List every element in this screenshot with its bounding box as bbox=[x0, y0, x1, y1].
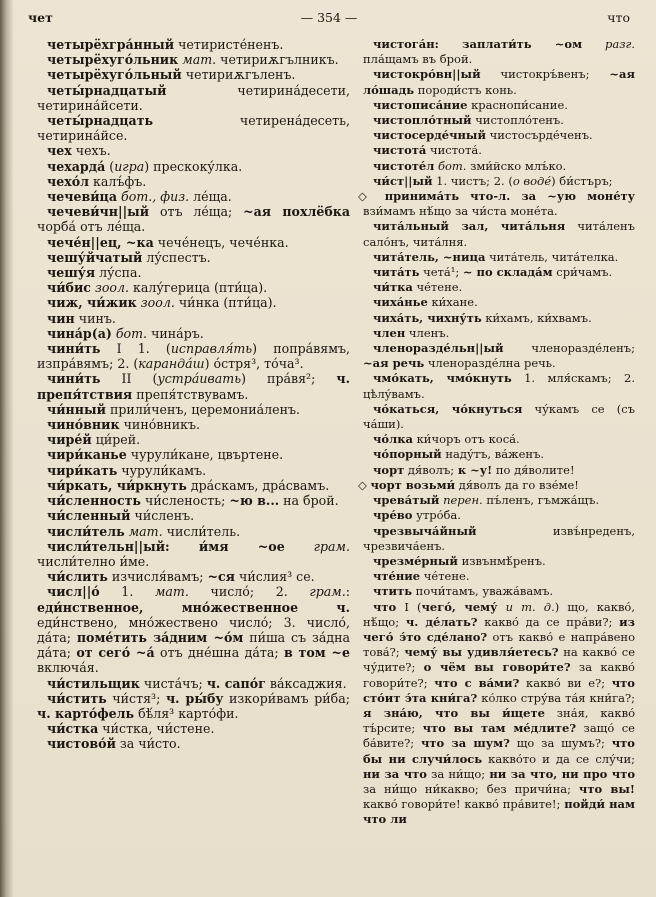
dictionary-entry bbox=[363, 569, 635, 584]
bulgarian-text: отъ какво́ е напра́вено това́?; bbox=[363, 629, 635, 660]
russian-term: чо́каться, чо́кнуться bbox=[373, 401, 523, 416]
bulgarian-text: чистопло́тенъ. bbox=[471, 113, 564, 128]
russian-term: что вы там ме́длите? bbox=[422, 721, 577, 736]
russian-term: чешу́я bbox=[47, 265, 96, 281]
dictionary-entry bbox=[37, 569, 350, 584]
bulgarian-text: защо́ се ба́вите?; bbox=[363, 721, 635, 751]
bulgarian-text: четиристе́ненъ. bbox=[174, 37, 284, 52]
dictionary-entry bbox=[37, 295, 350, 310]
dictionary-entry bbox=[37, 235, 350, 250]
dictionary-entry bbox=[37, 189, 350, 204]
russian-term: поме́тить за́дним ~о́м bbox=[76, 629, 244, 645]
running-head-right: что bbox=[607, 10, 630, 25]
usage-label: игра bbox=[114, 158, 145, 174]
dictionary-entry bbox=[37, 265, 350, 280]
dictionary-entry bbox=[363, 219, 635, 249]
russian-term: еди́нственное, мно́жественное ч. bbox=[37, 599, 350, 615]
bulgarian-text: чинъ. bbox=[74, 310, 116, 326]
dictionary-entry bbox=[37, 463, 350, 478]
russian-term: числи́тель bbox=[47, 523, 125, 539]
russian-term: четырёхуго́льный bbox=[47, 67, 182, 83]
bulgarian-text: чи́стка, чи́стене. bbox=[98, 721, 215, 737]
usage-label: о воде́ bbox=[512, 173, 552, 188]
bulgarian-text: ( bbox=[105, 158, 115, 174]
bulgarian-text: ) що, какво́, нѣ́що; bbox=[363, 599, 636, 629]
bulgarian-text: членоразде́ленъ; bbox=[503, 341, 635, 356]
russian-term: чечеви́ца bbox=[47, 189, 118, 205]
russian-term: ~ая речь bbox=[363, 356, 425, 371]
dictionary-entry bbox=[363, 37, 635, 67]
bulgarian-text: зми́йско млъ́ко. bbox=[466, 158, 567, 173]
russian-term: ~ю в... bbox=[229, 493, 280, 509]
russian-term: чире́й bbox=[47, 432, 92, 448]
russian-term: что вы! bbox=[578, 781, 635, 796]
dictionary-entry bbox=[363, 113, 635, 128]
russian-term: член bbox=[373, 325, 406, 340]
usage-label: грам. bbox=[313, 538, 350, 554]
bulgarian-text: калъ́фъ. bbox=[89, 173, 147, 189]
dictionary-entry bbox=[363, 280, 635, 295]
dictionary-entry bbox=[37, 113, 350, 143]
dictionary-entry bbox=[37, 143, 350, 158]
russian-term: от сего́ ~а́ bbox=[76, 645, 155, 661]
dictionary-entry bbox=[363, 159, 635, 174]
russian-term: что bbox=[373, 599, 397, 614]
bulgarian-text: I ( bbox=[396, 599, 422, 614]
russian-term: числи́тельн||ый: и́мя ~ое bbox=[47, 538, 285, 554]
bulgarian-text: какво́то и да се слу́чи; bbox=[482, 751, 635, 766]
dictionary-entry bbox=[363, 174, 635, 189]
bulgarian-text: ки́чоръ отъ коса́. bbox=[412, 432, 520, 447]
russian-term: ~ по склада́м bbox=[462, 265, 553, 280]
dictionary-entry bbox=[363, 265, 635, 280]
russian-term: чини́ть bbox=[47, 371, 101, 387]
bulgarian-text: че́тене. bbox=[420, 569, 470, 584]
bulgarian-text: за ни́що ни́какво; без причи́на; bbox=[363, 781, 579, 796]
russian-term: ч. препя́тствия bbox=[37, 371, 350, 402]
bulgarian-text bbox=[285, 539, 314, 554]
bulgarian-text: чурули́камъ. bbox=[117, 462, 207, 478]
dictionary-entry bbox=[363, 371, 635, 401]
dictionary-entry bbox=[363, 447, 635, 462]
dictionary-entry bbox=[37, 83, 350, 113]
dictionary-entry bbox=[363, 128, 635, 143]
russian-term: чистота́ bbox=[373, 143, 427, 158]
bulgarian-text: ) пра́вя²; bbox=[241, 371, 337, 387]
bulgarian-text: дя́волъ да го взе́ме! bbox=[455, 477, 579, 492]
bulgarian-text: числи́тель. bbox=[162, 523, 241, 539]
dictionary-entry bbox=[363, 584, 635, 599]
bulgarian-text: краснопи́сание. bbox=[467, 97, 568, 112]
bulgarian-text: : bbox=[345, 584, 350, 600]
dictionary-entry bbox=[363, 432, 635, 447]
russian-term: чиха́ть, чихну́ть bbox=[373, 310, 482, 325]
bulgarian-text: лу́спестъ. bbox=[142, 249, 211, 265]
bulgarian-text: за чи́сто. bbox=[115, 736, 181, 752]
bulgarian-text: наду́тъ, ва́женъ. bbox=[441, 447, 545, 462]
russian-term: чи́слить bbox=[47, 569, 108, 585]
bulgarian-text: по дя́волите! bbox=[492, 462, 575, 477]
bulgarian-text bbox=[374, 189, 385, 203]
dictionary-entry bbox=[363, 524, 635, 554]
bulgarian-text: на брой. bbox=[279, 493, 339, 509]
bulgarian-text: взи́мамъ нѣ́що за чи́ста моне́та. bbox=[363, 204, 558, 219]
bulgarian-text: чи́нка (пти́ца). bbox=[174, 295, 277, 311]
bulgarian-text: какво́ говори́те! какво́ пра́вите!; bbox=[363, 797, 565, 812]
dictionary-entry bbox=[37, 584, 350, 675]
bulgarian-text: дра́скамъ, дра́свамъ. bbox=[186, 477, 330, 493]
russian-term: чистокро́вн||ый bbox=[373, 67, 481, 82]
russian-term: чи́стка bbox=[47, 721, 99, 737]
bulgarian-text: чече́нецъ, чече́нка. bbox=[153, 234, 289, 250]
bulgarian-text: препя́тствувамъ. bbox=[132, 386, 249, 402]
russian-term: четырёхгра́нный bbox=[47, 37, 175, 52]
russian-term: чи́ст||ый bbox=[373, 173, 433, 188]
usage-label: бот. bbox=[437, 158, 467, 173]
bulgarian-text: какво́ да се пра́ви?; bbox=[477, 614, 620, 629]
bulgarian-text: число́; 2. bbox=[188, 584, 310, 600]
russian-term: ~ся bbox=[207, 569, 235, 585]
bulgarian-text: включа́я. bbox=[37, 660, 99, 676]
bulgarian-text: утро́ба. bbox=[412, 508, 461, 523]
bulgarian-text: чурули́кане, цвъртене. bbox=[126, 447, 284, 463]
bulgarian-text: ки́хане. bbox=[427, 295, 478, 310]
bulgarian-text: чистота́. bbox=[426, 143, 482, 158]
bulgarian-text: членъ. bbox=[405, 325, 450, 340]
dictionary-entry bbox=[37, 478, 350, 493]
bulgarian-text: сри́чамъ. bbox=[552, 265, 613, 280]
russian-term: четырёхуго́льник bbox=[47, 52, 179, 68]
dictionary-entry bbox=[37, 159, 350, 174]
dictionary-entry bbox=[37, 524, 350, 539]
russian-term: чрева́тый bbox=[373, 493, 440, 508]
bulgarian-text: калу́герица (пти́ца). bbox=[129, 280, 268, 296]
usage-label: бот. bbox=[115, 325, 148, 341]
dictionary-entry bbox=[37, 280, 350, 295]
russian-term: чмо́кать, чмо́кнуть bbox=[373, 371, 512, 386]
russian-term: принима́ть что-л. за ~ую моне́ту bbox=[384, 189, 635, 204]
russian-term: чистога́н: заплати́ть ~ом bbox=[373, 37, 583, 51]
page-number: — 354 — bbox=[300, 10, 358, 25]
russian-term: чи́тка bbox=[373, 280, 413, 295]
russian-term: членоразде́льн||ый bbox=[373, 341, 504, 356]
usage-label: исправля́ть bbox=[170, 341, 253, 357]
bulgarian-text: чи́слия³ се. bbox=[234, 569, 315, 585]
bulgarian-text: чу́камъ се (съ ча́ши). bbox=[363, 401, 635, 432]
russian-term: к ~у! bbox=[457, 462, 493, 477]
left-column bbox=[37, 37, 350, 893]
bulgarian-text: чи́сленъ. bbox=[130, 508, 195, 524]
dictionary-entry bbox=[37, 311, 350, 326]
dictionary-entry bbox=[37, 676, 350, 691]
bulgarian-text: 1. мля́скамъ; 2. цѣлу́вамъ. bbox=[363, 371, 635, 401]
bulgarian-text: какво́ ви е?; bbox=[519, 675, 612, 690]
russian-term: что сто́ит э́та кни́га? bbox=[363, 675, 635, 705]
running-head-left: чет bbox=[28, 10, 53, 25]
bulgarian-text: ) попра́вямъ, изпра́вямъ; 2. ( bbox=[37, 341, 350, 372]
bulgarian-text: числи́телно и́ме. bbox=[37, 553, 150, 569]
russian-term: чино́вник bbox=[47, 417, 120, 433]
bulgarian-text: ) прескоку́лка. bbox=[144, 158, 243, 174]
bulgarian-text: изкори́вамъ ри́ба; bbox=[223, 690, 351, 706]
russian-term: чиха́нье bbox=[373, 295, 428, 310]
dictionary-entry bbox=[363, 295, 635, 310]
bulgarian-text: чита́ленъ сало́нъ, чита́лня. bbox=[363, 219, 635, 249]
russian-term: чре́во bbox=[373, 508, 413, 523]
idiom-marker: ◇ bbox=[358, 189, 374, 204]
usage-label: зоол. bbox=[94, 280, 130, 296]
russian-term: числ||о́ bbox=[47, 584, 100, 600]
dictionary-entry bbox=[37, 447, 350, 462]
russian-term: пойди́ нам что ли bbox=[363, 797, 635, 827]
bulgarian-text: пла́щамъ въ брой. bbox=[363, 52, 473, 67]
russian-term: чи́сленность bbox=[47, 493, 141, 509]
russian-term: я зна́ю, что вы и́щете bbox=[363, 705, 545, 720]
bulgarian-text: II ( bbox=[100, 371, 158, 387]
dictionary-entry bbox=[363, 326, 635, 341]
russian-term: чешу́йчатый bbox=[47, 249, 143, 265]
bulgarian-text bbox=[497, 600, 505, 614]
russian-term: чи́стильщик bbox=[47, 675, 140, 691]
dictionary-entry bbox=[37, 326, 350, 341]
russian-term: ни за что, ни про что bbox=[489, 766, 635, 781]
dictionary-entry bbox=[363, 554, 635, 569]
russian-term: чистосерде́чный bbox=[373, 128, 486, 143]
usage-label: устра́ивать bbox=[157, 371, 242, 387]
bulgarian-text: 1. bbox=[99, 584, 155, 600]
russian-term: чи́ркать, чи́ркнуть bbox=[47, 477, 187, 493]
russian-term: чехарда́ bbox=[47, 158, 106, 174]
dictionary-entry bbox=[363, 508, 635, 523]
russian-term: чи́бис bbox=[47, 280, 91, 296]
bulgarian-text: чита́тель, чита́телка. bbox=[485, 249, 619, 264]
usage-label: мат. bbox=[182, 52, 217, 68]
page-header bbox=[28, 9, 630, 27]
russian-term: в том ~е bbox=[283, 645, 350, 661]
dictionary-entry bbox=[37, 174, 350, 189]
dictionary-entry bbox=[37, 721, 350, 736]
bulgarian-text: чи́сленость; bbox=[140, 493, 230, 509]
dictionary-entry bbox=[363, 67, 635, 97]
russian-term: четы́рнадцать bbox=[47, 113, 154, 129]
usage-label: разг. bbox=[605, 37, 635, 51]
bulgarian-text: четириѫгъленъ. bbox=[181, 67, 296, 83]
usage-label: и т. д. bbox=[505, 599, 555, 614]
dictionary-entry bbox=[363, 600, 635, 828]
bulgarian-text: ва́ксаджия. bbox=[265, 675, 347, 691]
russian-term: чистово́й bbox=[47, 736, 116, 752]
dictionary-entry bbox=[37, 508, 350, 523]
russian-term: ч. сапо́г bbox=[206, 675, 266, 691]
bulgarian-text: отъ ле́ща; bbox=[149, 204, 244, 220]
bulgarian-text: чета́¹; bbox=[419, 265, 463, 280]
bulgarian-text: чи́стя³; bbox=[106, 690, 166, 706]
russian-term: чи́нный bbox=[47, 401, 106, 417]
dictionary-entry bbox=[37, 691, 350, 721]
dictionary-entry bbox=[37, 341, 350, 371]
russian-term: чири́канье bbox=[47, 447, 127, 463]
dictionary-entry bbox=[363, 463, 635, 478]
dictionary-entry bbox=[37, 493, 350, 508]
dictionary-entry bbox=[363, 493, 635, 508]
bulgarian-text: на какво́ се чу́дите?; bbox=[363, 645, 635, 675]
bulgarian-text: ки́хамъ, ки́хвамъ. bbox=[481, 310, 592, 325]
dictionary-entry bbox=[363, 402, 635, 432]
dictionary-entry bbox=[37, 371, 350, 401]
russian-term: чрезме́рный bbox=[373, 553, 458, 568]
bulgarian-text: членоразде́лна речь. bbox=[424, 356, 556, 371]
bulgarian-text: лу́спа. bbox=[95, 265, 142, 281]
bulgarian-text: ци́рей. bbox=[91, 432, 141, 448]
russian-term: о чём вы говори́те? bbox=[423, 660, 571, 675]
russian-term: чо́порный bbox=[373, 447, 442, 462]
russian-term: чего́, чему́ bbox=[421, 599, 498, 614]
bulgarian-text: извъ́нреденъ, чрезвича́енъ. bbox=[363, 523, 635, 553]
russian-term: ~ая ло́шадь bbox=[363, 67, 635, 97]
bulgarian-text: за какво́ говори́те?; bbox=[363, 660, 635, 690]
bulgarian-text: чехъ. bbox=[71, 143, 111, 159]
bulgarian-text: чино́вникъ. bbox=[119, 417, 201, 433]
russian-term: чита́льный зал, чита́льня bbox=[373, 219, 566, 234]
bulgarian-text: чиста́чъ; bbox=[139, 675, 207, 691]
russian-term: чрезвыча́йный bbox=[373, 523, 477, 538]
bulgarian-text: изчисля́вамъ; bbox=[107, 569, 208, 585]
dictionary-entry bbox=[37, 402, 350, 417]
russian-term: чте́ние bbox=[373, 569, 421, 584]
bulgarian-text: зна́я, какво́ тъ́рсите; bbox=[363, 705, 635, 736]
dictionary-entry bbox=[37, 52, 350, 67]
russian-term: ~ая похлёбка bbox=[243, 204, 350, 220]
bulgarian-text: чина́ръ. bbox=[147, 325, 204, 341]
bulgarian-text: еди́нствено, мно́жествено число́; 3. число́, да́та; bbox=[37, 614, 350, 645]
idiom-marker: ◇ bbox=[358, 477, 367, 492]
russian-term: чита́ть bbox=[373, 265, 420, 280]
dictionary-entry bbox=[363, 311, 635, 326]
bulgarian-text: ко́лко стру́ва та́я кни́га?; bbox=[477, 690, 635, 705]
dictionary-entry bbox=[363, 341, 635, 371]
russian-term: что за шум? bbox=[420, 736, 510, 751]
russian-term: чи́сленный bbox=[47, 508, 131, 524]
russian-term: чири́кать bbox=[47, 462, 118, 478]
dictionary-entry bbox=[363, 143, 635, 158]
dictionary-entry bbox=[37, 539, 350, 569]
page-binding-shadow bbox=[0, 0, 14, 897]
dictionary-entry bbox=[37, 250, 350, 265]
bulgarian-text: I 1. ( bbox=[100, 341, 171, 357]
russian-term: чистописа́ние bbox=[373, 97, 468, 112]
bulgarian-text: отъ дне́шна да́та; bbox=[154, 645, 284, 661]
bulgarian-text: ) би́стъръ; bbox=[551, 173, 613, 188]
bulgarian-text: 1. чистъ; 2. ( bbox=[432, 173, 513, 188]
russian-term: чита́тель, ~ница bbox=[373, 249, 486, 264]
dictionary-entry bbox=[37, 432, 350, 447]
usage-label: мат. bbox=[128, 523, 163, 539]
idiom-entry bbox=[358, 189, 635, 219]
russian-term: ч. карто́фель bbox=[37, 705, 135, 721]
bulgarian-text: почи́тамъ, уважа́вамъ. bbox=[412, 584, 554, 599]
usage-label: грам. bbox=[309, 584, 346, 600]
dictionary-entry bbox=[37, 417, 350, 432]
russian-term: четы́рнадцатый bbox=[47, 82, 167, 98]
bulgarian-text: извънмѣ́ренъ. bbox=[457, 553, 546, 568]
dictionary-entry bbox=[363, 250, 635, 265]
usage-label: перен. bbox=[443, 493, 483, 508]
dictionary-entry bbox=[37, 204, 350, 234]
bulgarian-text: бѣ́ля³ карто́фи. bbox=[134, 705, 239, 721]
russian-term: ч. де́лать? bbox=[405, 614, 478, 629]
bulgarian-text: четириѫгълникъ. bbox=[216, 52, 339, 68]
bulgarian-text: що за шумъ?; bbox=[509, 736, 612, 751]
russian-term: ч. ры́бу bbox=[165, 690, 224, 706]
bulgarian-text: породи́стъ конь. bbox=[414, 82, 517, 97]
usage-label: каранда́ш bbox=[138, 356, 205, 372]
russian-term: чин bbox=[47, 310, 75, 326]
russian-term: чо́лка bbox=[373, 432, 413, 447]
bulgarian-text: ) о́стря³, то́ча³. bbox=[204, 356, 304, 372]
dictionary-entry bbox=[37, 37, 350, 52]
idiom-entry bbox=[358, 477, 635, 493]
russian-term: чи́стить bbox=[47, 690, 107, 706]
russian-term: что с ва́ми? bbox=[434, 675, 520, 690]
dictionary-entry bbox=[363, 98, 635, 113]
russian-term: чини́ть bbox=[47, 341, 101, 357]
russian-term: ни за что bbox=[363, 766, 427, 781]
usage-label: бот., физ. bbox=[121, 189, 190, 205]
russian-term: чорт bbox=[373, 462, 405, 477]
bulgarian-text: четирина́десети, четирина́йсети. bbox=[37, 82, 350, 113]
bulgarian-text: чорба́ отъ ле́ща. bbox=[37, 219, 146, 235]
usage-label: мат. bbox=[154, 584, 189, 600]
bulgarian-text: за ни́що; bbox=[426, 766, 490, 781]
bulgarian-text: ле́ща. bbox=[189, 189, 232, 205]
russian-term: чистопло́тный bbox=[373, 113, 472, 128]
russian-term: чечеви́чн||ый bbox=[47, 204, 150, 220]
russian-term: чистоте́л bbox=[373, 158, 435, 173]
russian-term: чиж, чи́жик bbox=[47, 295, 137, 311]
bulgarian-text: прили́ченъ, церемониа́ленъ. bbox=[105, 401, 301, 417]
bulgarian-text: дя́волъ; bbox=[404, 462, 458, 477]
right-column bbox=[358, 37, 636, 893]
bulgarian-text: пъ́ленъ, гъмжа́щъ. bbox=[482, 493, 600, 508]
bulgarian-text: чистосърде́ченъ. bbox=[485, 128, 593, 143]
russian-term: что бы ни случи́лось bbox=[363, 736, 635, 766]
dictionary-entry bbox=[37, 736, 350, 751]
russian-term: чему́ вы удивля́етесь? bbox=[404, 645, 559, 660]
bulgarian-text: четирена́десеть, четирина́йсе. bbox=[37, 113, 350, 144]
russian-term: из чего́ э́то сде́лано? bbox=[363, 614, 635, 644]
bulgarian-text: пи́ша съ за́дна да́та; bbox=[37, 629, 350, 661]
bulgarian-text bbox=[582, 37, 605, 51]
russian-term: чорт возьми́ bbox=[370, 477, 456, 492]
russian-term: чехо́л bbox=[47, 173, 90, 189]
russian-term: чтить bbox=[373, 584, 413, 599]
usage-label: зоол. bbox=[140, 295, 175, 311]
russian-term: чех bbox=[47, 143, 72, 159]
dictionary-entry bbox=[37, 67, 350, 82]
russian-term: чина́р(а) bbox=[47, 325, 112, 341]
bulgarian-text: че́тене. bbox=[412, 280, 463, 295]
russian-term: чече́н||ец, ~ка bbox=[47, 234, 154, 250]
bulgarian-text: чистокръ́венъ; bbox=[480, 67, 610, 82]
